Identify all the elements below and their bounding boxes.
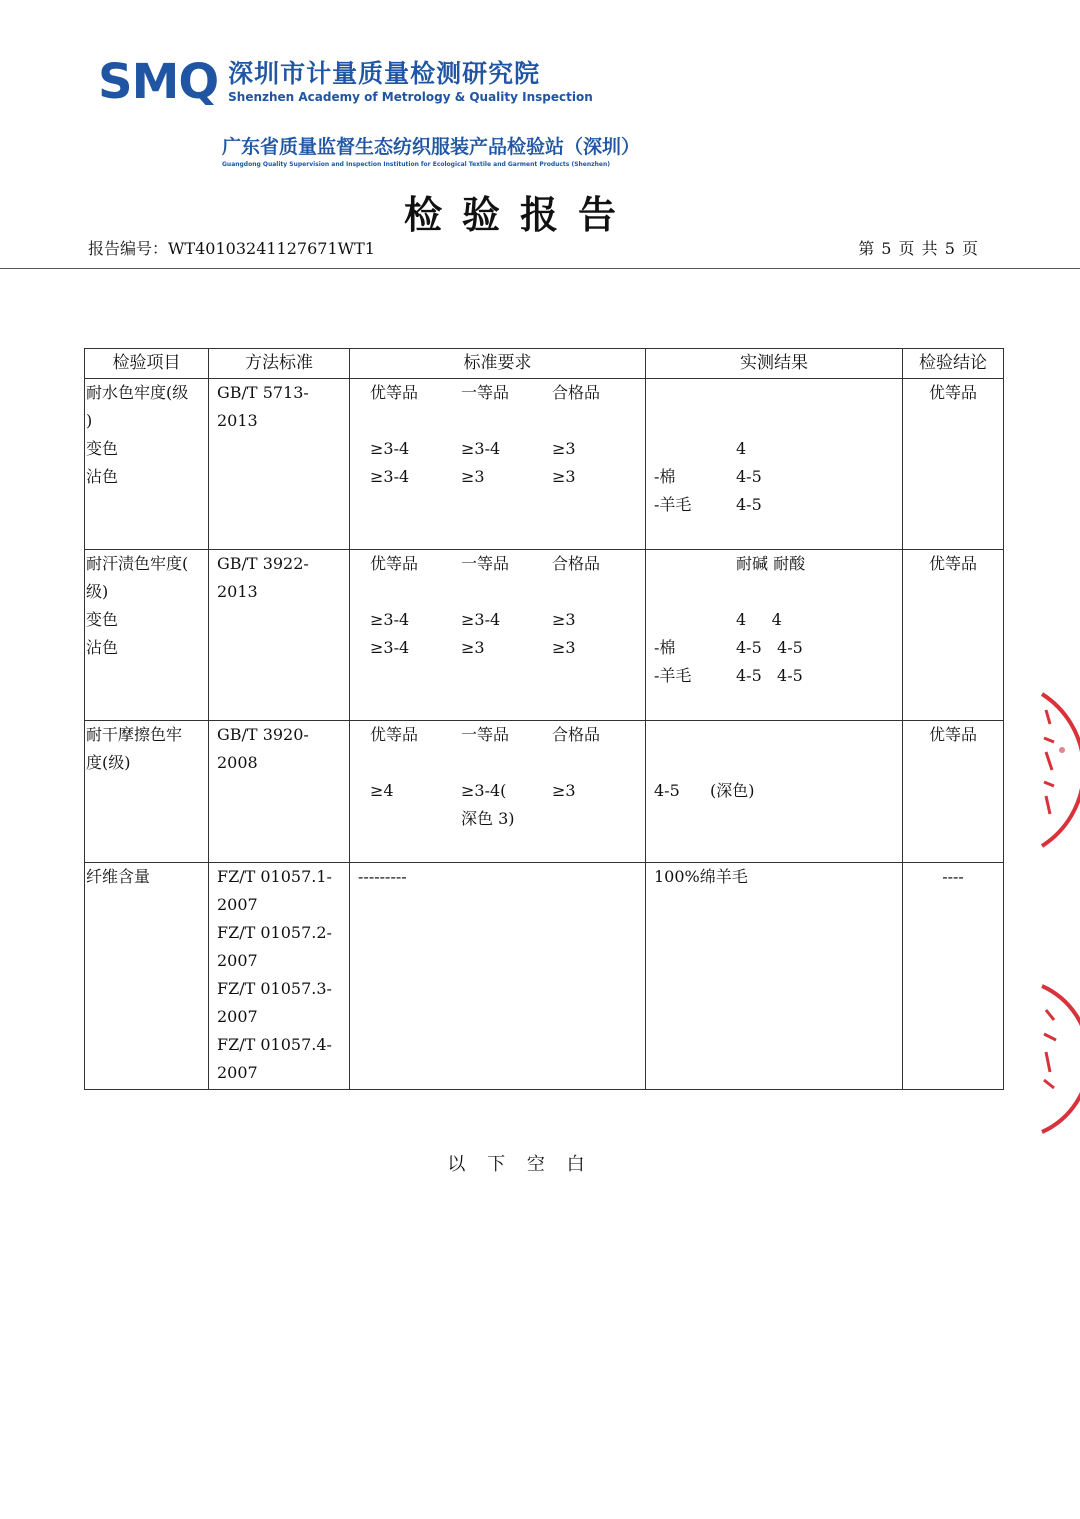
- requirement-cell: [350, 721, 646, 863]
- req-grade: 优等品: [370, 554, 419, 573]
- method-line: FZ/T 01057.4-: [217, 1035, 332, 1054]
- item-cell: [85, 379, 209, 550]
- req-value: ≥3-4: [461, 610, 501, 629]
- req-value: ≥4: [370, 781, 394, 800]
- item-line: 耐汗渍色牢度(: [86, 554, 189, 573]
- method-line: 2008: [217, 753, 258, 772]
- table-header-row: [85, 349, 1004, 379]
- method-line: FZ/T 01057.1-: [217, 867, 332, 886]
- req-value: ≥3-4: [461, 439, 501, 458]
- end-of-report-note: 以 下 空 白: [447, 1154, 593, 1175]
- method-line: GB/T 3920-: [217, 725, 309, 744]
- org-name-block: [228, 59, 593, 105]
- header-item: 检验项目: [85, 349, 209, 379]
- method-line: 2007: [217, 895, 258, 914]
- req-grade: 优等品: [370, 725, 419, 744]
- req-value: 深色 3): [461, 809, 515, 828]
- req-grade: 合格品: [552, 383, 601, 402]
- req-value: ≥3-4: [370, 439, 410, 458]
- header-conclusion: 检验结论: [903, 349, 1004, 379]
- req-grade: 优等品: [370, 383, 419, 402]
- item-line: 度(级): [86, 753, 131, 772]
- result-label: -羊毛: [654, 666, 692, 685]
- result-value: 4-5 4-5: [736, 638, 803, 657]
- header-divider: [0, 268, 1080, 269]
- req-grade: 合格品: [552, 554, 601, 573]
- method-line: GB/T 5713-: [217, 383, 309, 402]
- req-value: ≥3-4: [370, 610, 410, 629]
- document-title: 检验报告: [403, 193, 636, 237]
- method-line: FZ/T 01057.2-: [217, 923, 332, 942]
- result-subheader: 耐碱 耐酸: [736, 554, 806, 573]
- item-line: 耐水色牢度(级: [86, 383, 189, 402]
- result-label: -羊毛: [654, 495, 692, 514]
- page-info: 第 5 页 共 5 页: [858, 239, 979, 258]
- method-line: 2007: [217, 951, 258, 970]
- item-cell: [85, 863, 209, 1090]
- method-line: FZ/T 01057.3-: [217, 979, 332, 998]
- result-note: (深色): [710, 781, 755, 800]
- seal-stamp-top: [1040, 690, 1080, 850]
- requirement-cell: [350, 863, 646, 1090]
- req-value: ≥3: [552, 638, 576, 657]
- result-cell: [646, 863, 903, 1090]
- org-logo: [98, 52, 593, 112]
- result-value: 4-5 4-5: [736, 666, 803, 685]
- item-line: ): [86, 411, 93, 430]
- logo-letters: SMQ: [98, 54, 219, 110]
- station-name-en: Guangdong Quality Supervision and Inspection Institution for Ecological Textile and Garment Products (Shenzhen): [222, 161, 610, 168]
- item-line: 沾色: [86, 638, 119, 657]
- method-cell: [209, 550, 350, 721]
- item-line: 耐干摩擦色牢: [86, 725, 183, 744]
- item-line: 变色: [86, 610, 119, 629]
- table-row: [85, 863, 1004, 1090]
- station-block: [222, 134, 641, 169]
- req-value: ≥3: [461, 467, 485, 486]
- result-value: 4: [736, 439, 747, 458]
- result-value: 4-5: [736, 495, 762, 514]
- header-method: 方法标准: [209, 349, 350, 379]
- conclusion-value: 优等品: [928, 554, 977, 573]
- item-line: 纤维含量: [86, 867, 151, 886]
- conclusion-cell: [903, 721, 1004, 863]
- req-grade: 一等品: [461, 725, 510, 744]
- item-cell: [85, 550, 209, 721]
- method-cell: [209, 379, 350, 550]
- requirement-cell: [350, 379, 646, 550]
- table-row: [85, 550, 1004, 721]
- req-value: ≥3: [552, 610, 576, 629]
- table-row: [85, 721, 1004, 863]
- req-value: ≥3: [552, 467, 576, 486]
- result-label: -棉: [654, 638, 676, 657]
- seal-stamp-bottom: [1040, 980, 1080, 1140]
- method-cell: [209, 721, 350, 863]
- conclusion-value: 优等品: [928, 725, 977, 744]
- item-line: 变色: [86, 439, 119, 458]
- req-value: ≥3-4(: [461, 781, 507, 800]
- req-grade: 一等品: [461, 383, 510, 402]
- method-line: 2013: [217, 411, 258, 430]
- item-line: 沾色: [86, 467, 119, 486]
- req-value: ≥3: [461, 638, 485, 657]
- conclusion-cell: [903, 379, 1004, 550]
- req-grade: 一等品: [461, 554, 510, 573]
- requirement-cell: [350, 550, 646, 721]
- table-row: [85, 379, 1004, 550]
- item-cell: [85, 721, 209, 863]
- req-value: ≥3: [552, 439, 576, 458]
- method-line: GB/T 3922-: [217, 554, 309, 573]
- smq-logo: [98, 54, 219, 110]
- result-cell: [646, 379, 903, 550]
- org-name-cn: 深圳市计量质量检测研究院: [228, 59, 541, 88]
- conclusion-cell: [903, 550, 1004, 721]
- req-value: ≥3: [552, 781, 576, 800]
- item-line: 级): [86, 582, 109, 601]
- result-cell: [646, 550, 903, 721]
- method-line: 2007: [217, 1007, 258, 1026]
- conclusion-cell: [903, 863, 1004, 1090]
- method-line: 2013: [217, 582, 258, 601]
- conclusion-value: ----: [942, 867, 964, 886]
- report-number: 报告编号：WT40103241127671WT1: [88, 239, 375, 258]
- conclusion-value: 优等品: [928, 383, 977, 402]
- header-result: 实测结果: [646, 349, 903, 379]
- result-value: 4-5: [654, 781, 680, 800]
- req-grade: 合格品: [552, 725, 601, 744]
- header-requirement: 标准要求: [350, 349, 646, 379]
- result-value: 100%绵羊毛: [654, 867, 748, 886]
- result-value: 4-5: [736, 467, 762, 486]
- result-value: 4 4: [736, 610, 782, 629]
- method-line: 2007: [217, 1063, 258, 1082]
- result-label: -棉: [654, 467, 676, 486]
- result-cell: [646, 721, 903, 863]
- req-value: ≥3-4: [370, 638, 410, 657]
- org-name-en: Shenzhen Academy of Metrology & Quality Inspection: [228, 90, 593, 104]
- req-value: ---------: [358, 867, 407, 886]
- method-cell: [209, 863, 350, 1090]
- req-value: ≥3-4: [370, 467, 410, 486]
- station-name-cn: 广东省质量监督生态纺织服装产品检验站（深圳）: [222, 136, 641, 158]
- inspection-table: [84, 348, 1004, 1090]
